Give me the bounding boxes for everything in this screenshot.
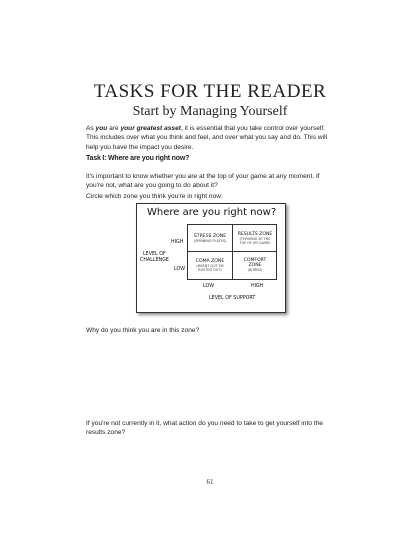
results-zone-cell[interactable] bbox=[233, 225, 277, 251]
intro-you: you bbox=[95, 125, 108, 132]
results-zone-desc-2: TOP OF MY GAME) bbox=[239, 240, 271, 245]
stress-zone-cell[interactable] bbox=[188, 225, 232, 251]
coma-zone-name: COMA ZONE bbox=[195, 258, 225, 264]
stress-zone-name: STRESS ZONE bbox=[193, 233, 227, 239]
comfort-zone-name-2: ZONE bbox=[248, 263, 262, 268]
challenge-low-label: LOW bbox=[174, 267, 186, 272]
challenge-axis-label-2: CHALLENGE bbox=[140, 258, 169, 263]
intro-rest: , it is essential that you take control over yourself. This includes over what you think and feel, and over what you say and do. This will help you have the impact you desire. bbox=[86, 125, 328, 151]
task-paragraph-1: It's important to know whether you are at the top of your game at any moment. If you're not, what are you going to do about it? bbox=[86, 173, 320, 190]
challenge-axis-label-1: LEVEL OF bbox=[143, 252, 166, 257]
comfort-zone-cell[interactable] bbox=[233, 252, 277, 278]
zone-matrix-figure bbox=[136, 203, 286, 313]
page-title: TASKS FOR THE READER bbox=[93, 81, 327, 102]
figure-title: Where are you right now? bbox=[147, 207, 277, 218]
intro-greatest-asset: your greatest asset bbox=[120, 125, 181, 132]
support-high-label: HIGH bbox=[251, 284, 264, 289]
support-axis-label: LEVEL OF SUPPORT bbox=[209, 296, 256, 301]
zone-grid bbox=[187, 224, 277, 280]
comfort-zone-desc: (BORED) bbox=[247, 268, 263, 272]
results-zone-desc-1: (THRIVING AT THE bbox=[239, 236, 271, 241]
coma-zone-desc-1: (BURNT OUT OR bbox=[196, 263, 224, 268]
intro-paragraph bbox=[86, 124, 338, 152]
task-heading: Task I: Where are you right now? bbox=[86, 155, 190, 162]
intro-lead-mid: are bbox=[107, 125, 121, 132]
coma-zone-cell[interactable] bbox=[188, 252, 232, 278]
comfort-zone-name-1: COMFORT bbox=[243, 258, 267, 263]
results-zone-name: RESULTS ZONE bbox=[237, 231, 273, 237]
intro-lead-prefix: As bbox=[86, 125, 96, 132]
task-paragraph-2: Circle which zone you think you're in right now: bbox=[86, 193, 223, 200]
support-low-label: LOW bbox=[203, 284, 215, 289]
question-2: If you're not currently in it, what action do you need to take to get yourself into the results zone? bbox=[86, 420, 323, 437]
stress-zone-desc: (SPINNING PLATES) bbox=[193, 238, 227, 243]
coma-zone-desc-2: RUSTED OUT) bbox=[198, 267, 222, 272]
question-1: Why do you think you are in this zone? bbox=[86, 327, 200, 334]
challenge-high-label: HIGH bbox=[171, 240, 184, 245]
page-subtitle: Start by Managing Yourself bbox=[132, 104, 288, 119]
page-number: 61 bbox=[206, 478, 214, 486]
